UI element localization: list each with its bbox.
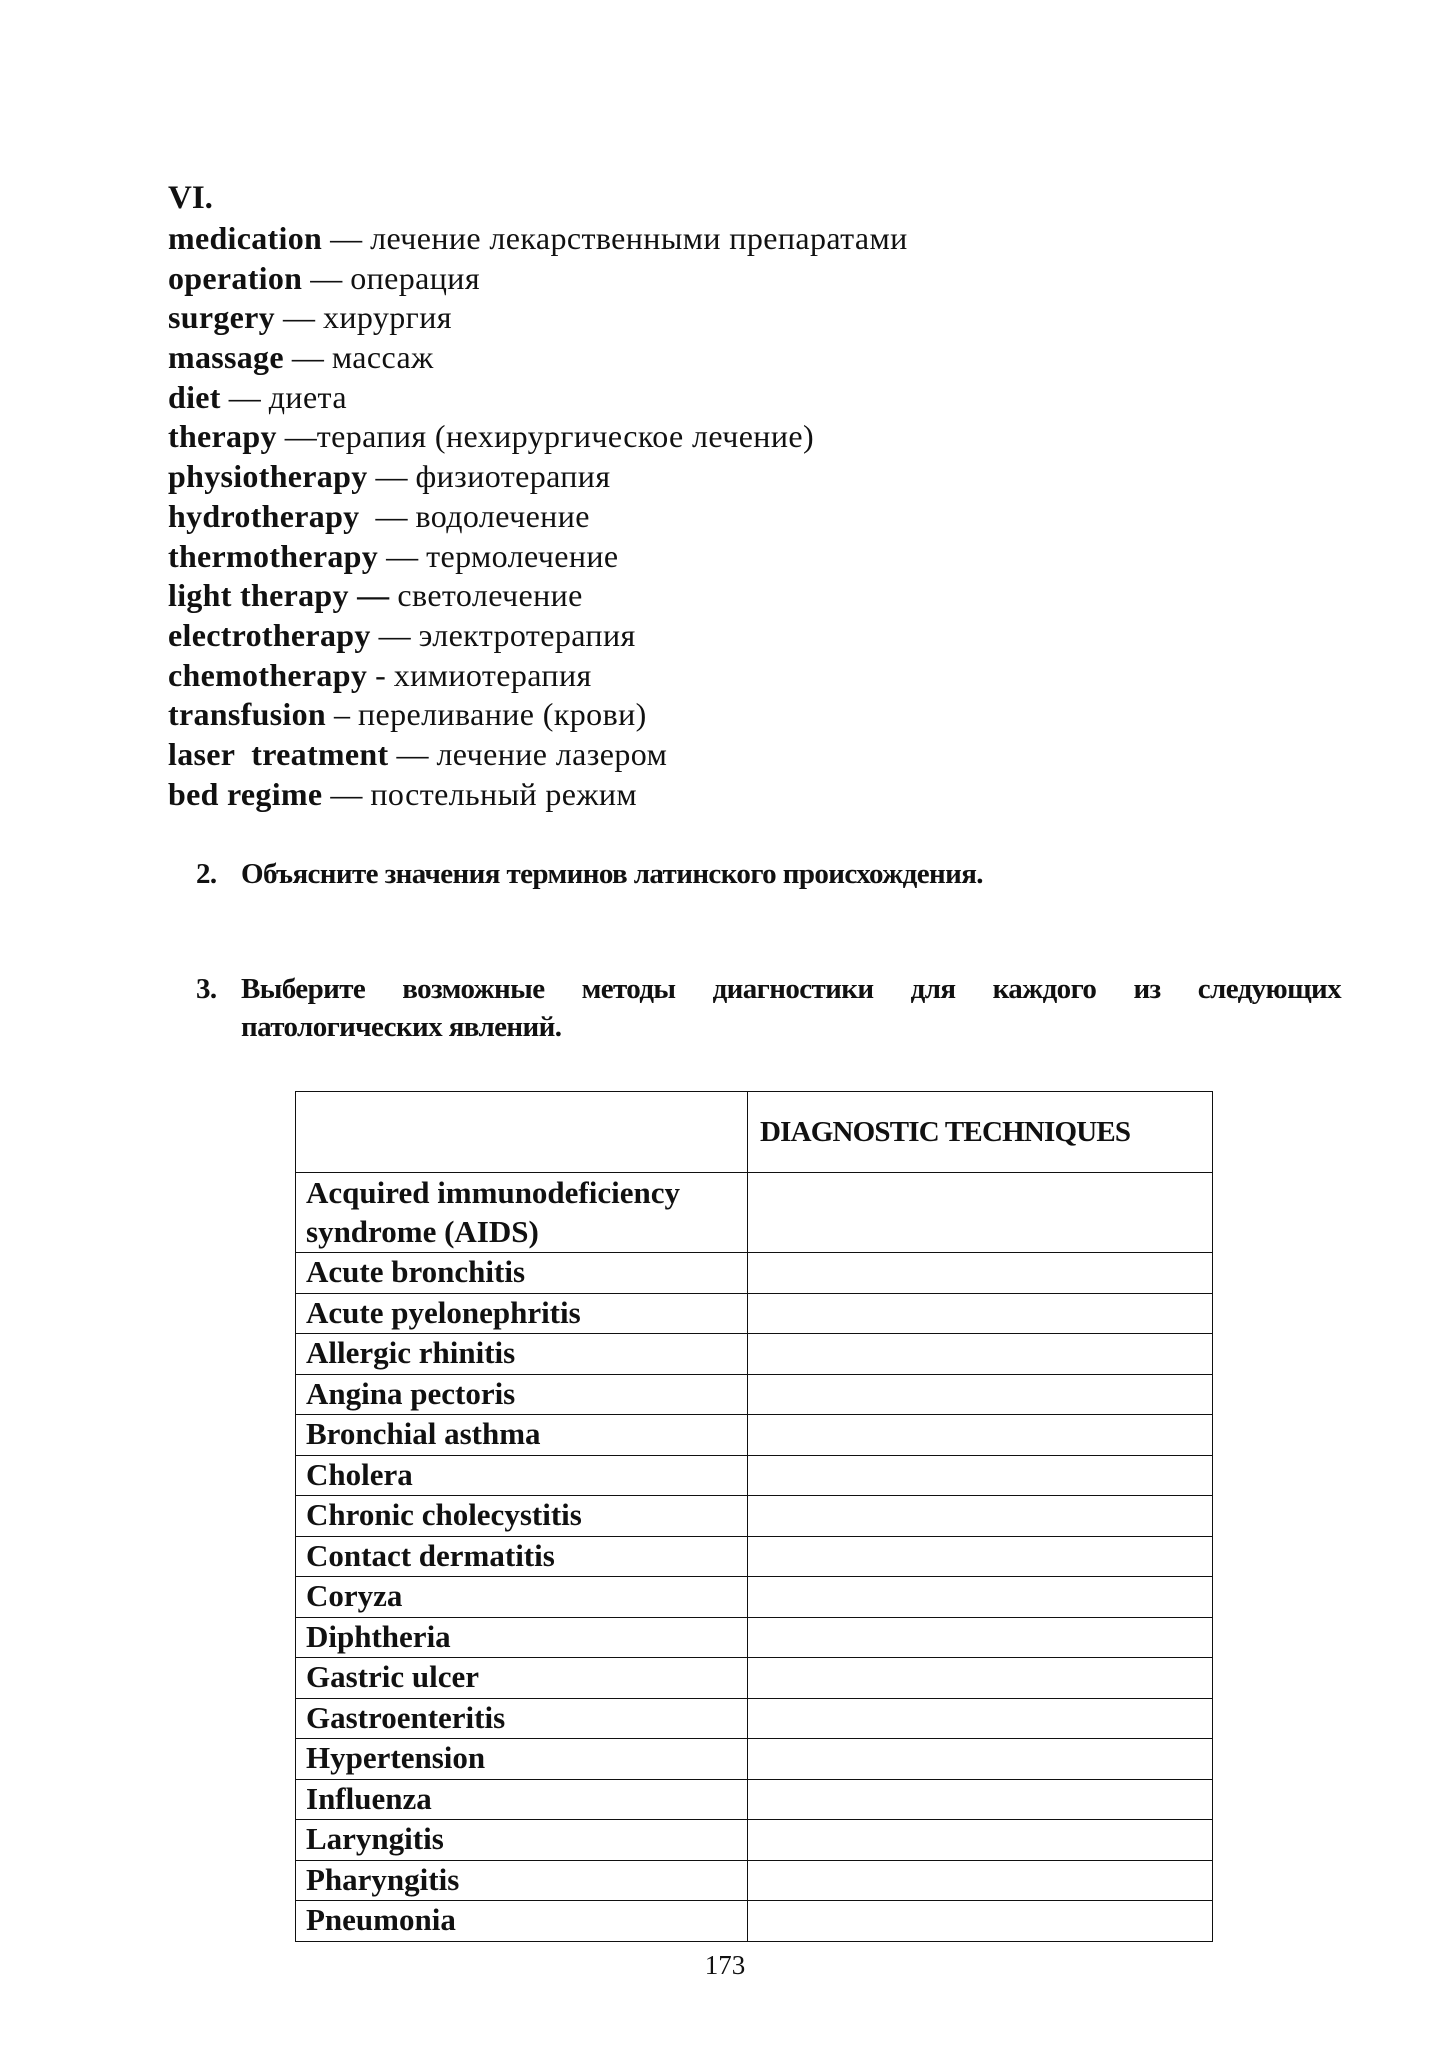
condition-cell: Pneumonia [296, 1901, 748, 1942]
table-row [296, 1820, 1213, 1861]
page-number: 173 [704, 1950, 746, 1980]
vocab-definition: электротерапия [418, 616, 636, 653]
vocab-term: medication [168, 220, 323, 256]
vocab-term: thermotherapy [168, 537, 379, 574]
condition-cell: Acute pyelonephritis [296, 1293, 748, 1334]
technique-cell[interactable] [748, 1617, 1213, 1658]
vocab-term: therapy [168, 418, 277, 455]
task-number: 2. [196, 858, 217, 890]
vocabulary-item [168, 457, 1268, 497]
table-header-row [296, 1092, 1213, 1173]
table-row [296, 1253, 1213, 1294]
vocabulary-item [168, 616, 1268, 656]
condition-cell: Laryngitis [296, 1820, 748, 1861]
table-row [296, 1496, 1213, 1537]
vocab-separator: — [322, 775, 371, 812]
condition-cell: Cholera [296, 1455, 748, 1496]
vocab-definition: постельный режим [370, 775, 638, 812]
vocab-separator: — [367, 458, 416, 495]
table-row [296, 1779, 1213, 1820]
technique-cell[interactable] [748, 1253, 1213, 1294]
vocabulary-item [168, 695, 1268, 735]
technique-cell[interactable] [748, 1901, 1213, 1942]
vocab-term: physiotherapy [168, 458, 368, 495]
vocab-definition: переливание (крови) [358, 696, 647, 733]
vocab-term: surgery [168, 299, 275, 336]
technique-cell[interactable] [748, 1173, 1213, 1253]
vocabulary-item [168, 497, 1268, 537]
condition-cell: Bronchial asthma [296, 1415, 748, 1456]
table-row [296, 1860, 1213, 1901]
vocabulary-item [168, 259, 1268, 299]
technique-cell[interactable] [748, 1415, 1213, 1456]
table-row [296, 1374, 1213, 1415]
vocabulary-item [168, 735, 1268, 775]
task-text: Объясните значения терминов латинского происхождения. [241, 858, 983, 890]
table-row [296, 1577, 1213, 1618]
vocabulary-item [168, 378, 1268, 418]
vocab-separator: — [283, 339, 332, 376]
vocab-term: laser treatment [168, 735, 389, 772]
vocab-term: light therapy — [168, 577, 390, 614]
vocab-separator: — [388, 735, 437, 772]
technique-cell[interactable] [748, 1860, 1213, 1901]
technique-cell[interactable] [748, 1334, 1213, 1375]
vocab-separator: — [220, 378, 269, 415]
table-row [296, 1415, 1213, 1456]
vocab-term: chemotherapy [168, 656, 368, 693]
condition-cell: Chronic cholecystitis [296, 1496, 748, 1537]
vocab-term: electrotherapy [168, 616, 371, 653]
vocab-definition: лечение лазером [436, 735, 668, 772]
vocab-definition: термолечение [426, 537, 619, 574]
condition-cell: Gastric ulcer [296, 1658, 748, 1699]
technique-cell[interactable] [748, 1779, 1213, 1820]
vocab-separator: — [370, 616, 419, 653]
vocab-definition: физиотерапия [415, 458, 611, 495]
condition-cell: Pharyngitis [296, 1860, 748, 1901]
vocab-separator: — [302, 259, 351, 296]
vocab-term: operation [168, 259, 303, 296]
vocab-separator: — [274, 299, 323, 336]
vocab-definition: химиотерапия [393, 656, 592, 693]
header-cell-condition [296, 1092, 748, 1173]
table-row [296, 1658, 1213, 1699]
technique-cell[interactable] [748, 1293, 1213, 1334]
technique-cell[interactable] [748, 1698, 1213, 1739]
table-row [296, 1739, 1213, 1780]
vocab-definition: лечение лекарственными препаратами [370, 220, 908, 256]
technique-cell[interactable] [748, 1455, 1213, 1496]
condition-cell: Gastroenteritis [296, 1698, 748, 1739]
task-text-line-2: патологических явлений. [241, 1011, 562, 1043]
vocab-definition: массаж [331, 339, 434, 376]
table-row [296, 1901, 1213, 1942]
vocabulary-item [168, 656, 1268, 696]
technique-cell[interactable] [748, 1658, 1213, 1699]
vocab-definition: светолечение [397, 577, 583, 614]
vocab-separator: – [326, 696, 359, 733]
vocab-separator: — [322, 220, 371, 256]
technique-cell[interactable] [748, 1820, 1213, 1861]
vocabulary-item [168, 775, 1268, 815]
condition-cell: Influenza [296, 1779, 748, 1820]
condition-cell: Acquired immunodeficiency syndrome (AIDS) [296, 1173, 748, 1253]
vocab-definition: терапия (нехирургическое лечение) [316, 418, 815, 455]
vocab-separator: — [359, 497, 416, 534]
condition-cell: Contact dermatitis [296, 1536, 748, 1577]
vocab-definition: хирургия [322, 299, 452, 336]
task-number: 3. [196, 973, 217, 1005]
diagnostics-table [295, 1091, 1213, 1942]
vocabulary-item [168, 219, 1268, 259]
table-row [296, 1698, 1213, 1739]
table-row [296, 1617, 1213, 1658]
vocab-term: bed regime [168, 775, 323, 812]
vocab-definition: операция [350, 259, 480, 296]
vocab-definition: водолечение [415, 497, 590, 534]
task-3 [196, 970, 1341, 1050]
vocabulary-item [168, 338, 1268, 378]
vocab-separator: — [378, 537, 427, 574]
condition-cell: Diphtheria [296, 1617, 748, 1658]
vocab-separator: - [367, 656, 394, 693]
task-text-line-1: Выберите возможные методы диагностики для каждого из следующих [241, 973, 1341, 1005]
condition-cell: Hypertension [296, 1739, 748, 1780]
technique-cell[interactable] [748, 1577, 1213, 1618]
vocab-definition: диета [268, 378, 347, 415]
technique-cell[interactable] [748, 1536, 1213, 1577]
vocab-term: transfusion [168, 696, 327, 733]
vocab-separator: — [276, 418, 317, 455]
table-row [296, 1173, 1213, 1253]
table-row [296, 1334, 1213, 1375]
task-text [241, 970, 1341, 1046]
condition-cell: Coryza [296, 1577, 748, 1618]
vocab-term: diet [168, 378, 221, 415]
table-row [296, 1536, 1213, 1577]
vocab-term: hydrotherapy [168, 497, 360, 534]
condition-cell: Acute bronchitis [296, 1253, 748, 1294]
table-row [296, 1455, 1213, 1496]
condition-cell: Angina pectoris [296, 1374, 748, 1415]
vocabulary-item [168, 298, 1268, 338]
vocabulary-item [168, 576, 1268, 616]
section-number: VI. [168, 180, 213, 216]
technique-cell[interactable] [748, 1739, 1213, 1780]
table-row [296, 1293, 1213, 1334]
vocabulary-item [168, 417, 1268, 457]
vocabulary-item [168, 537, 1268, 577]
header-cell-diagnostic-techniques: DIAGNOSTIC TECHNIQUES [748, 1092, 1213, 1173]
technique-cell[interactable] [748, 1496, 1213, 1537]
task-2 [196, 855, 1196, 895]
condition-cell: Allergic rhinitis [296, 1334, 748, 1375]
vocab-term: massage [168, 339, 284, 376]
vocabulary-list [168, 219, 1268, 814]
technique-cell[interactable] [748, 1374, 1213, 1415]
